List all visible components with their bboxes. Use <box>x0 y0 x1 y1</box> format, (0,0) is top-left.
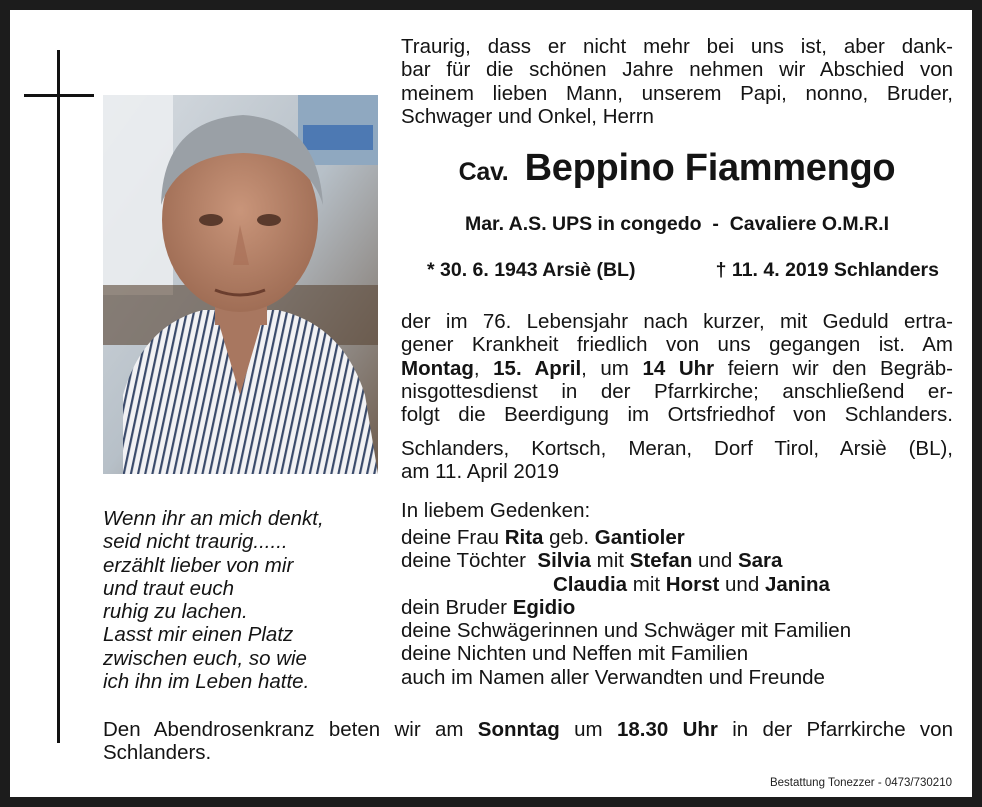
text-fragment: deine Töchter <box>401 549 526 573</box>
funeral-day: Montag <box>401 356 474 380</box>
poem-line: Lasst mir einen Platz <box>103 623 294 647</box>
date-line: am 11. April 2019 <box>401 460 560 484</box>
birth-date: * 30. 6. 1943 Arsiè (BL) <box>427 259 636 281</box>
intro-line: meinem lieben Mann, unserem Papi, nonno, Bruder, <box>401 81 953 105</box>
death-date: † 11. 4. 2019 Schlanders <box>715 259 939 281</box>
funeral-date: 15. April <box>493 356 582 380</box>
name-main: Beppino Fiammengo <box>524 147 896 189</box>
family-inlaws: deine Schwägerinnen und Schwäger mit Familien <box>401 619 852 643</box>
rosary-notice <box>103 718 953 765</box>
rosary-line-2: Schlanders. <box>103 741 212 765</box>
poem-line: und traut euch <box>103 576 235 600</box>
text-line: nisgottesdienst in der Pfarrkirche; anschließend er- <box>401 379 953 403</box>
text-fragment: um <box>600 356 629 380</box>
intro-text <box>401 35 953 128</box>
family-daughter-1 <box>401 549 953 572</box>
text-line: Montag, 15. April, um 14 Uhr feiern wir den Begräb- <box>401 356 953 380</box>
rosary-time: 18.30 Uhr <box>616 718 718 741</box>
poem <box>103 507 393 693</box>
poem-line: Wenn ihr an mich denkt, <box>103 507 324 530</box>
place-line: Schlanders, Kortsch, Meran, Dorf Tirol, Arsiè (BL), <box>401 437 953 460</box>
text-fragment: dein Bruder <box>401 595 507 619</box>
brother-name: Egidio <box>512 595 576 619</box>
intro-line: bar für die schönen Jahre nehmen wir Abschied von <box>401 58 953 82</box>
wife-name: Rita <box>504 526 544 549</box>
text-fragment: feiern wir den Begräb- <box>727 356 953 380</box>
partner-name: Stefan <box>629 549 693 573</box>
family-wife <box>401 526 953 549</box>
poem-line: ruhig zu lachen. <box>103 600 248 624</box>
poem-line: ich ihn im Leben hatte. <box>103 670 310 694</box>
text-fragment: mit <box>596 549 624 573</box>
gedenken-heading: In liebem Gedenken: <box>401 499 591 522</box>
family-nieces: deine Nichten und Neffen mit Familien <box>401 642 749 666</box>
intro-line: Traurig, dass er nicht mehr bei uns ist, aber dank- <box>401 35 953 58</box>
rosary-line <box>103 718 953 741</box>
rosary-day: Sonntag <box>477 718 560 741</box>
grandchild-name: Janina <box>764 572 830 596</box>
name-prefix: Cav. <box>458 158 509 186</box>
place-date <box>401 437 953 484</box>
text-line: der im 76. Lebensjahr nach kurzer, mit Geduld ertra- <box>401 310 953 333</box>
family-relatives: auch im Namen aller Verwandten und Freunde <box>401 665 825 689</box>
partner-name: Horst <box>665 572 720 596</box>
text-fragment: und <box>725 572 760 596</box>
wife-maiden-name: Gantioler <box>594 526 685 549</box>
text-fragment: geb. <box>549 526 590 549</box>
family-list <box>401 526 953 689</box>
text-line: gener Krankheit friedlich von uns gegangen ist. Am <box>401 333 953 357</box>
family-daughter-2 <box>401 573 953 596</box>
text-fragment: und <box>698 549 733 573</box>
announcement-text <box>401 310 953 426</box>
deceased-name <box>401 145 953 195</box>
cross-vertical-bar <box>57 50 60 743</box>
cross-horizontal-bar <box>24 94 94 97</box>
family-brother <box>401 596 953 619</box>
daughter-name: Silvia <box>537 549 591 573</box>
deceased-titles: Mar. A.S. UPS in congedo - Cavaliere O.M.R.I <box>464 213 890 235</box>
portrait-photo <box>103 95 378 474</box>
poem-line: erzählt lieber von mir <box>103 553 294 577</box>
daughter-name: Claudia <box>553 572 628 596</box>
text-fragment: in der Pfarrkirche von <box>732 718 953 741</box>
text-fragment: deine Frau <box>401 526 500 549</box>
grandchild-name: Sara <box>737 549 783 573</box>
text-fragment: Den Abendrosenkranz beten wir am <box>103 718 464 741</box>
poem-line: zwischen euch, so wie <box>103 646 307 670</box>
funeral-time: 14 Uhr <box>642 356 715 380</box>
text-fragment: um <box>574 718 603 741</box>
text-fragment: mit <box>632 572 661 596</box>
funeral-home-credit: Bestattung Tonezzer - 0473/730210 <box>769 777 952 789</box>
intro-line: Schwager und Onkel, Herrn <box>401 104 654 128</box>
text-line: folgt die Beerdigung im Ortsfriedhof von Schlanders. <box>401 403 953 427</box>
poem-line: seid nicht traurig...... <box>103 530 288 554</box>
